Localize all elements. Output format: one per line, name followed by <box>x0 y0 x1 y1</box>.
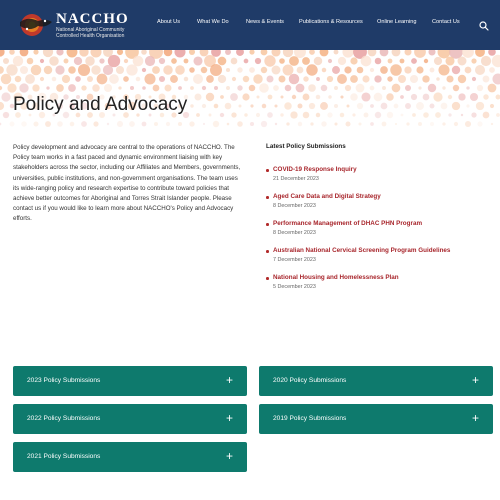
nav-what-we-do[interactable]: What We Do <box>197 19 229 25</box>
logo-title: NACCHO <box>56 11 129 27</box>
page-title: Policy and Advocacy <box>13 94 188 115</box>
latest-submissions <box>266 143 496 301</box>
list-item <box>266 220 496 247</box>
submission-link[interactable]: Aged Care Data and Digital Strategy <box>273 193 381 200</box>
submission-link[interactable]: COVID-19 Response Inquiry <box>273 166 357 173</box>
nav-publications-resources[interactable]: Publications & Resources <box>299 19 363 25</box>
accordion-2021-submissions[interactable] <box>13 442 247 472</box>
plus-icon[interactable]: + <box>471 373 479 387</box>
list-item <box>266 166 496 193</box>
nav-about-us[interactable]: About Us <box>157 19 181 25</box>
submission-date: 8 December 2023 <box>273 230 316 236</box>
accordion-2023-submissions[interactable] <box>13 366 247 396</box>
submission-date: 7 December 2023 <box>273 257 316 263</box>
accordion-2019-submissions[interactable] <box>259 404 493 434</box>
intro-paragraph: Policy development and advocacy are central to the operations of NACCHO. The Policy team works in a fast paced and dynamic environment liaising with key stakeholders across the sector, including our Affiliates and Members, governments, universities, public institutions, and non-government organisations. The team uses its wide-ranging policy and research expertise to contribute toward policies that achieve better outcomes for Aboriginal and Torres Strait Islander people. Please contact us if you would like to learn more about NACCHO's Policy and Advocacy efforts. <box>13 144 241 223</box>
list-item <box>266 247 496 274</box>
accordion-label: 2020 Policy Submissions <box>273 377 347 384</box>
submission-link[interactable]: Australian National Cervical Screening Program Guidelines <box>273 247 451 254</box>
search-icon[interactable] <box>479 21 489 31</box>
submission-date: 8 December 2023 <box>273 203 316 209</box>
dot-pattern-graphic <box>0 50 500 130</box>
nav-contact-us[interactable]: Contact Us <box>432 19 460 25</box>
list-item <box>266 193 496 220</box>
submission-date: 5 December 2023 <box>273 284 316 290</box>
submission-link[interactable]: Performance Management of DHAC PHN Program <box>273 220 423 227</box>
site-header <box>0 0 500 50</box>
nav-online-learning[interactable]: Online Learning <box>377 19 417 25</box>
main-nav <box>0 19 500 31</box>
plus-icon[interactable]: + <box>225 411 233 425</box>
accordion-2020-submissions[interactable] <box>259 366 493 396</box>
accordion-label: 2023 Policy Submissions <box>27 377 101 384</box>
submission-date: 21 December 2023 <box>273 176 319 182</box>
submission-link[interactable]: National Housing and Homelessness Plan <box>273 274 399 281</box>
accordion-label: 2019 Policy Submissions <box>273 415 347 422</box>
accordion-2022-submissions[interactable] <box>13 404 247 434</box>
plus-icon[interactable]: + <box>225 449 233 463</box>
plus-icon[interactable]: + <box>225 373 233 387</box>
plus-icon[interactable]: + <box>471 411 479 425</box>
latest-submissions-heading: Latest Policy Submissions <box>266 143 346 150</box>
logo-subtitle-line2: Controlled Health Organisation <box>56 33 125 39</box>
submission-list <box>266 166 496 301</box>
accordion-label: 2021 Policy Submissions <box>27 453 101 460</box>
nav-news-events[interactable]: News & Events <box>246 19 284 25</box>
logo-subtitle-line1: National Aboriginal Community <box>56 27 125 33</box>
dot-pattern-banner <box>0 50 500 130</box>
accordion-label: 2022 Policy Submissions <box>27 415 101 422</box>
list-item <box>266 274 496 301</box>
